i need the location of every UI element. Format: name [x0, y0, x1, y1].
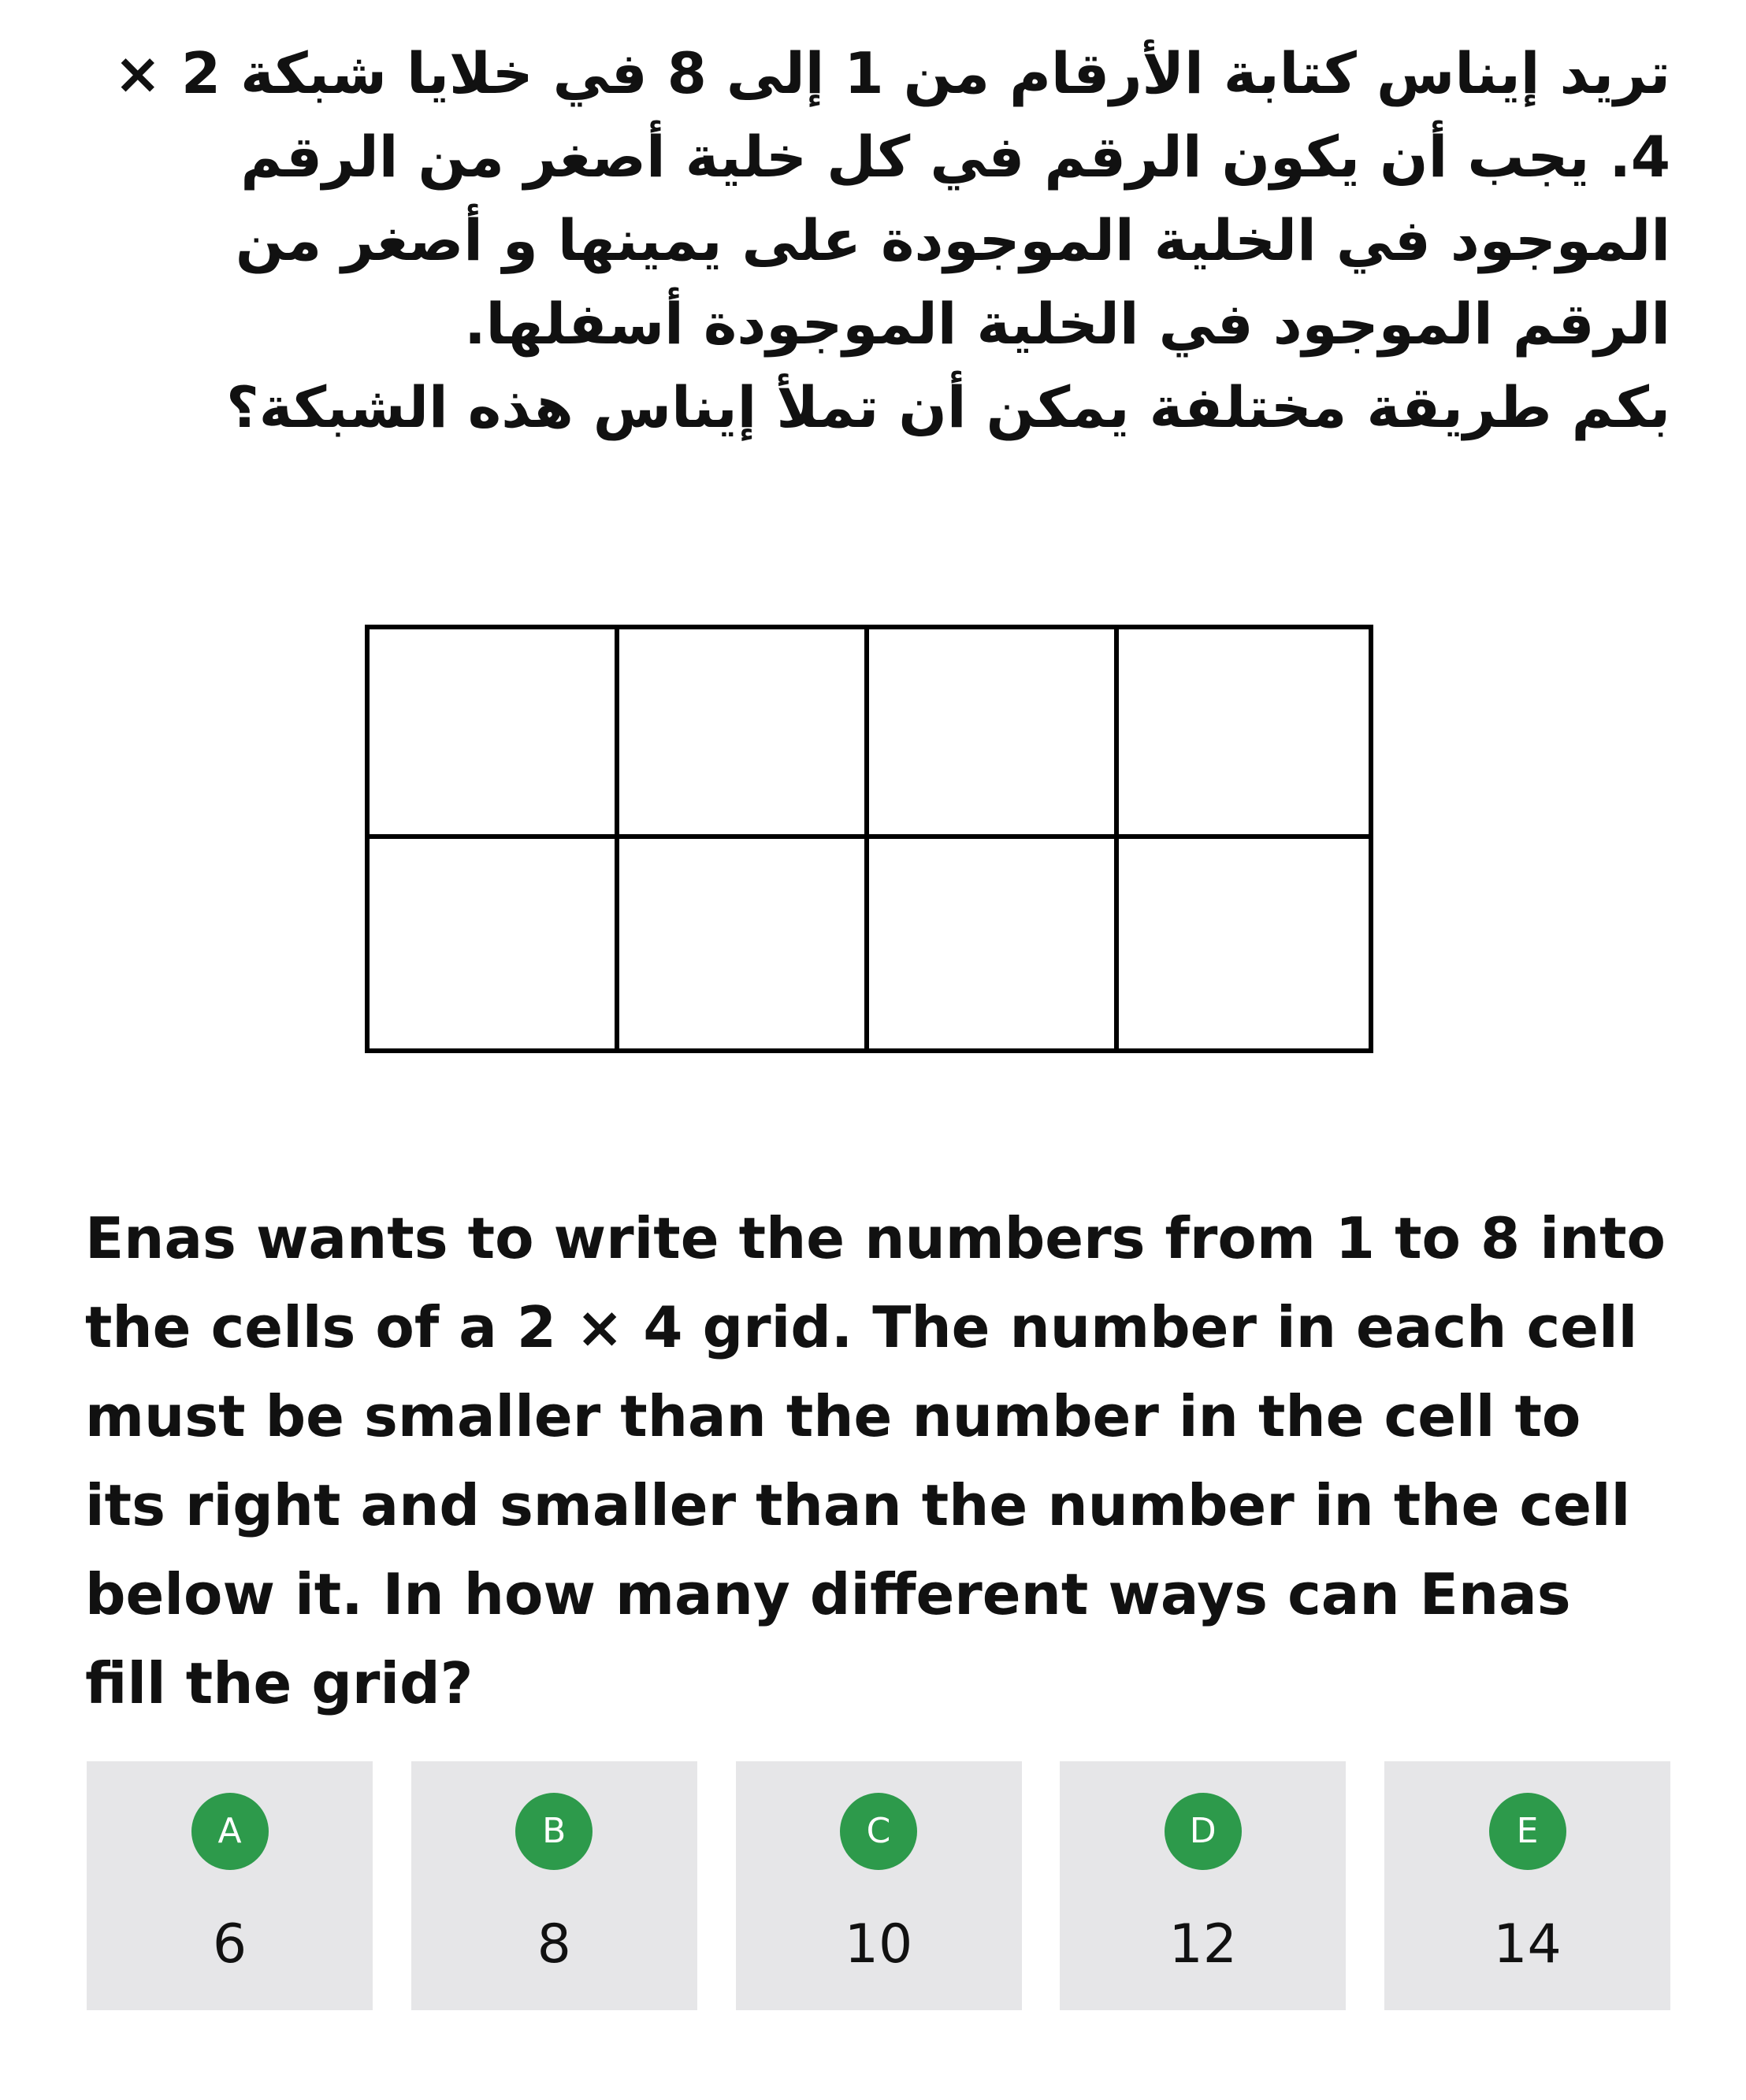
grid-cell	[619, 629, 869, 839]
answer-letter-badge: B	[515, 1793, 593, 1870]
grid-cell	[1119, 839, 1369, 1048]
answer-value: 12	[1168, 1913, 1238, 1976]
answer-value: 6	[212, 1913, 247, 1976]
answer-options	[87, 1761, 1670, 2010]
empty-grid-2x4	[365, 625, 1373, 1053]
english-question	[85, 1194, 1669, 1728]
grid-cell	[869, 629, 1119, 839]
answer-value: 10	[844, 1913, 913, 1976]
answer-letter-badge: D	[1165, 1793, 1242, 1870]
grid-cell	[370, 629, 619, 839]
answer-value: 8	[537, 1913, 571, 1976]
answer-letter-badge: E	[1489, 1793, 1566, 1870]
answer-option-e[interactable]	[1384, 1761, 1670, 2010]
answer-option-b[interactable]	[411, 1761, 697, 2010]
english-question-text: Enas wants to write the numbers from 1 to 8 into the cells of a 2 × 4 grid. The number in each cell must be smaller than the number in the cell to its right and smaller than the number in the cell below it. In how many different ways can Enas fill the grid?	[85, 1205, 1666, 1716]
grid-cell	[619, 839, 869, 1048]
arabic-question-paragraph: تريد إيناس كتابة الأرقام من 1 إلى 8 في خلايا شبكة 2 × 4. يجب أن يكون الرقم في كل خلية أصغر من الرقم الموجود في الخلية الموجودة على يمينها و أصغر من الرقم الموجود في الخلية الموجودة أسفلها.	[113, 40, 1670, 357]
grid-cell	[370, 839, 619, 1048]
grid-cell	[1119, 629, 1369, 839]
answer-option-a[interactable]	[87, 1761, 373, 2010]
grid-cell	[869, 839, 1119, 1048]
answer-option-d[interactable]	[1060, 1761, 1346, 2010]
answer-option-c[interactable]	[736, 1761, 1022, 2010]
answer-value: 14	[1493, 1913, 1562, 1976]
answer-letter-badge: A	[191, 1793, 269, 1870]
arabic-question	[87, 32, 1670, 449]
answer-letter-badge: C	[840, 1793, 917, 1870]
arabic-question-ask: بكم طريقة مختلفة يمكن أن تملأ إيناس هذه الشبكة؟	[225, 374, 1670, 440]
